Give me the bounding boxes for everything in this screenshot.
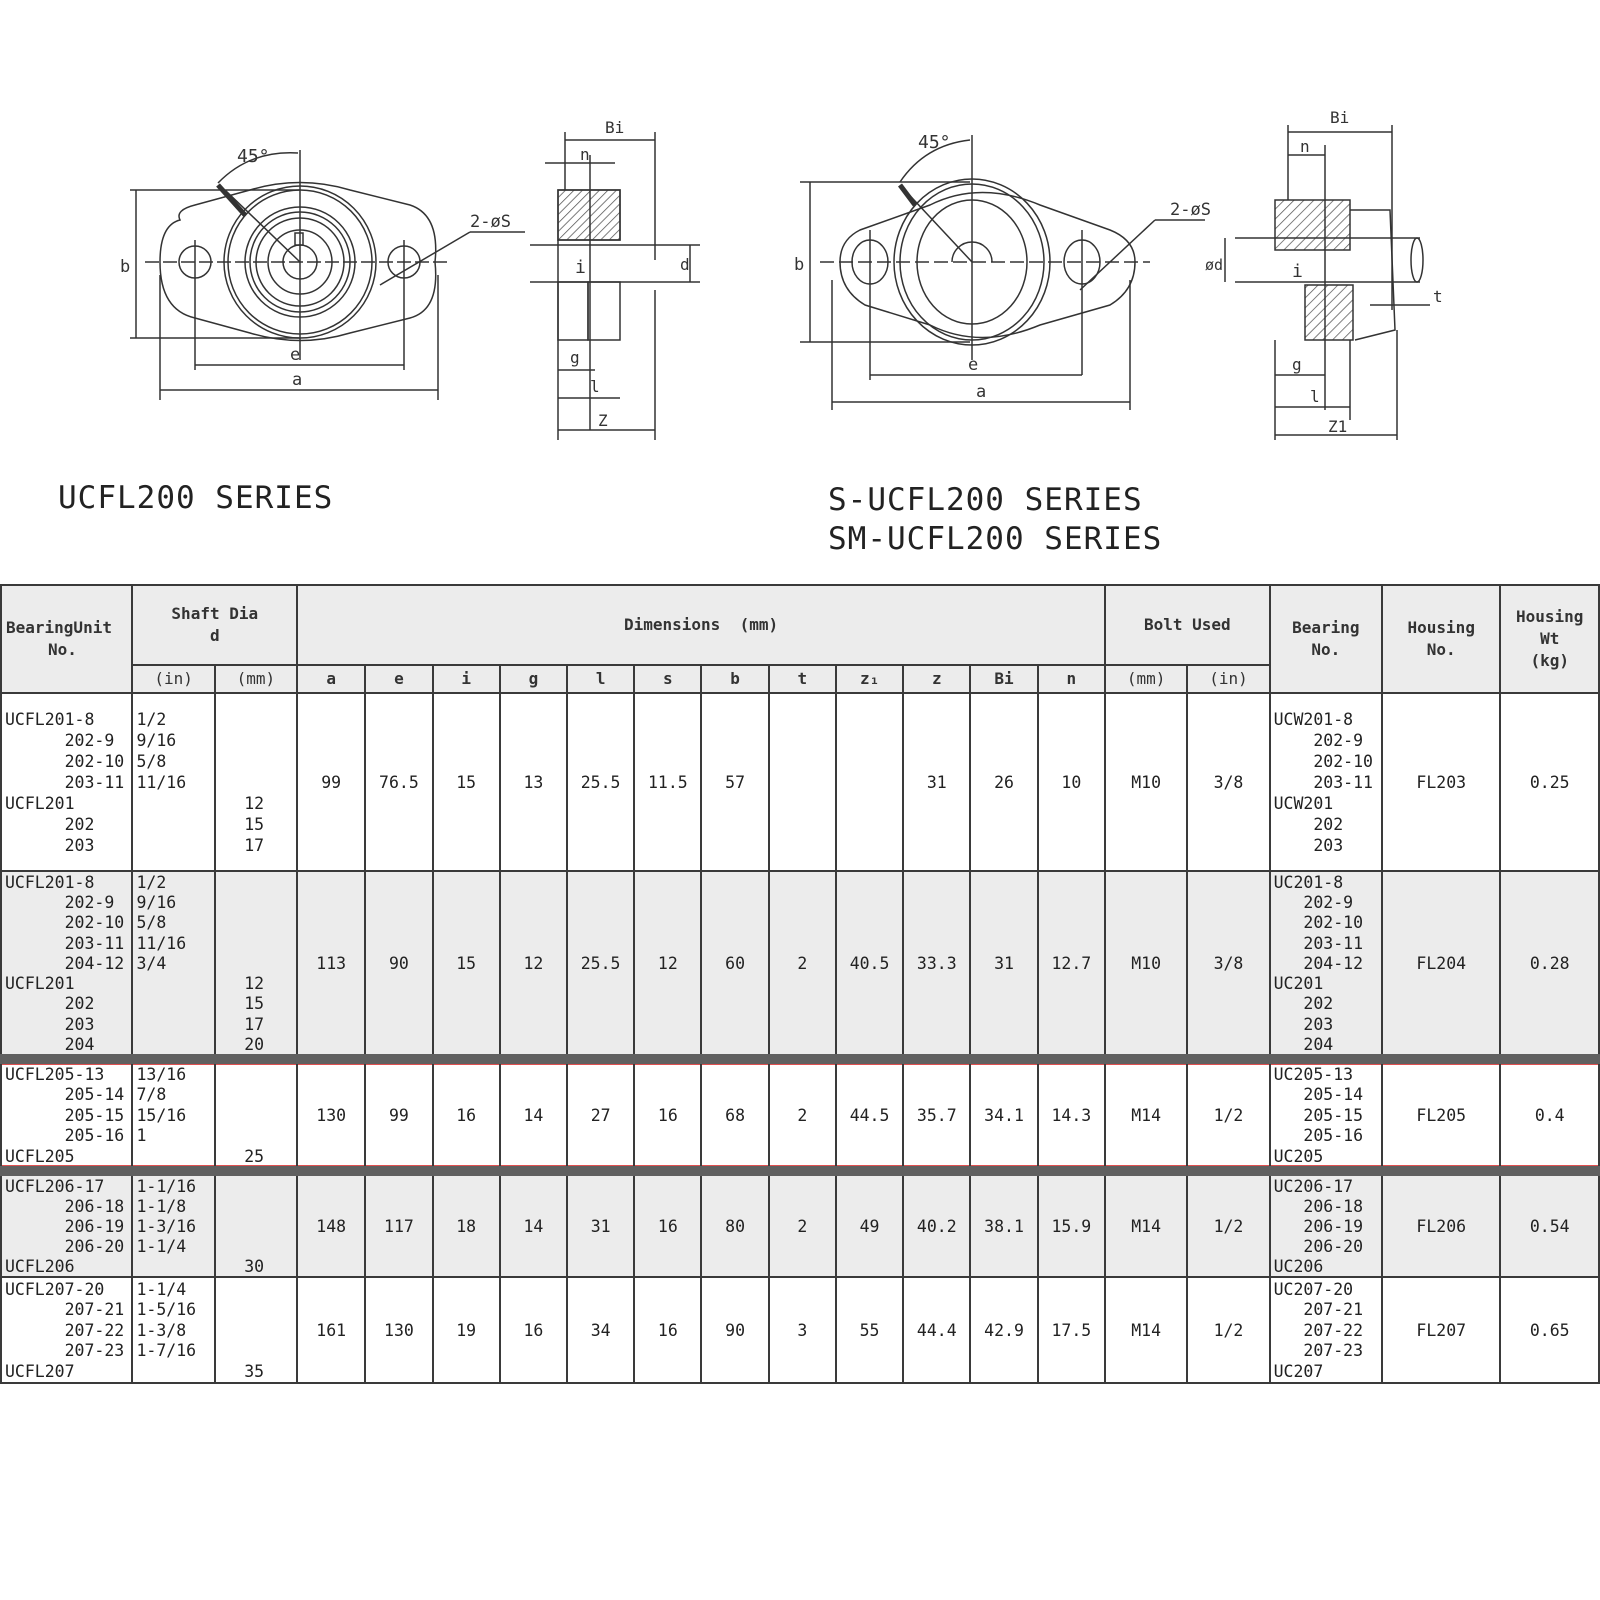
bearing-no-cell-line: 205-15	[1273, 1105, 1364, 1125]
bolt-mm-cell: M14	[1105, 1277, 1187, 1383]
bearing-unit-cell-line: 202-10	[5, 751, 125, 771]
dim-l-cell: 34	[567, 1277, 634, 1383]
a-label-right: a	[976, 382, 987, 402]
dim-t-cell	[769, 693, 836, 871]
dim-z-cell: 44.4	[903, 1277, 970, 1383]
shaft-in-cell-line	[136, 814, 213, 835]
dim-b-cell: 90	[701, 1277, 768, 1383]
shaft-mm-cell-line	[219, 1125, 296, 1145]
shaft-in-cell-line	[136, 793, 213, 814]
shaft-mm-cell-line: 12	[244, 974, 265, 994]
bearing-no-cell-line: 202	[1273, 814, 1344, 834]
bearing-unit-cell-line: UCFL201-8	[5, 873, 95, 893]
dim-a-cell: 161	[297, 1277, 365, 1383]
bolt-mm-cell: M10	[1105, 693, 1187, 871]
shaft-mm-cell	[215, 693, 297, 871]
table-row	[1, 1277, 1599, 1383]
header-dim-n: n	[1038, 665, 1105, 693]
shaft-mm-cell-line	[219, 1176, 296, 1196]
shaft-mm-cell-line: 17	[244, 1014, 265, 1034]
dim-b-cell: 60	[701, 871, 768, 1059]
bearing-unit-cell-line: 207-23	[5, 1341, 125, 1361]
bi-label-right: Bi	[1330, 108, 1350, 127]
dim-l-cell: 25.5	[567, 871, 634, 1059]
shaft-mm-cell	[215, 871, 297, 1059]
dim-n-cell: 12.7	[1038, 871, 1105, 1059]
shaft-in-cell	[132, 1171, 214, 1277]
bearing-unit-cell	[1, 871, 132, 1059]
bearing-unit-cell-line: UCFL207-20	[5, 1279, 105, 1299]
header-dim-g: g	[500, 665, 567, 693]
bearing-unit-cell-line: UCFL206-17	[5, 1177, 105, 1196]
e-label-right: e	[968, 355, 979, 375]
bearing-no-cell-line: UC207	[1273, 1361, 1324, 1381]
dim-z1-cell: 44.5	[836, 1059, 903, 1171]
shaft-in-cell-line: 1-1/4	[136, 1237, 187, 1256]
bearing-no-cell-line: 202-9	[1273, 893, 1354, 913]
header-dim-z1: z₁	[836, 665, 903, 693]
shaft-in-cell-line: 1	[136, 1126, 147, 1146]
shaft-in-cell-line: 1/2	[136, 709, 167, 729]
header-bearing-no: Bearing No.	[1270, 585, 1382, 693]
bearing-unit-cell-line: UCFL206	[5, 1257, 75, 1276]
shaft-mm-cell-line: 25	[244, 1146, 265, 1166]
shaft-in-cell-line	[136, 835, 213, 856]
bearing-unit-cell-line: 202-9	[5, 893, 115, 913]
housing-wt-cell: 0.54	[1500, 1171, 1599, 1277]
header-dim-t: t	[769, 665, 836, 693]
shaft-mm-cell-line: 12	[244, 793, 265, 813]
bearing-unit-cell-line: 207-22	[5, 1320, 125, 1340]
shaft-mm-cell-line	[219, 1105, 296, 1125]
d-label: d	[680, 255, 690, 274]
dim-e-cell: 76.5	[365, 693, 432, 871]
shaft-in-cell-line: 1-1/4	[136, 1279, 187, 1299]
bearing-no-cell-line: 207-23	[1273, 1341, 1364, 1361]
bearing-unit-cell-line: 205-15	[5, 1105, 125, 1125]
shaft-in-cell-line: 9/16	[136, 893, 177, 913]
e-label: e	[290, 345, 301, 365]
bearing-no-cell-line: UC206	[1273, 1257, 1324, 1276]
dim-i-cell: 16	[433, 1059, 500, 1171]
dim-z-cell: 40.2	[903, 1171, 970, 1277]
shaft-in-cell-line	[136, 1256, 213, 1276]
header-shaft-mm: (mm)	[215, 665, 297, 693]
housing-no-cell: FL203	[1382, 693, 1500, 871]
bearing-no-cell-line: 202-10	[1273, 913, 1364, 933]
bolt-label: 2-øS	[470, 212, 511, 232]
shaft-in-cell-line: 5/8	[136, 751, 167, 771]
header-bearing-unit: BearingUnit No.	[1, 585, 132, 693]
header-dim-a: a	[297, 665, 365, 693]
dim-t-cell: 3	[769, 1277, 836, 1383]
shaft-mm-cell-line: 20	[244, 1034, 265, 1054]
shaft-in-cell-line: 11/16	[136, 933, 187, 953]
bearing-unit-cell	[1, 693, 132, 871]
dim-n-cell: 15.9	[1038, 1171, 1105, 1277]
shaft-mm-cell-line	[219, 933, 296, 953]
shaft-mm-cell-line: 15	[244, 814, 265, 834]
bearing-no-cell-line: 204-12	[1273, 953, 1364, 973]
bearing-unit-cell-line: 203-11	[5, 933, 125, 953]
shaft-mm-cell-line	[219, 1340, 296, 1360]
dim-s-cell: 12	[634, 871, 701, 1059]
shaft-in-cell	[132, 1277, 214, 1383]
bearing-no-cell	[1270, 1059, 1382, 1171]
dim-z1-cell: 55	[836, 1277, 903, 1383]
bearing-unit-cell	[1, 1059, 132, 1171]
dim-z-cell: 33.3	[903, 871, 970, 1059]
bolt-in-cell: 1/2	[1187, 1171, 1269, 1277]
bearing-unit-cell-line: UCFL207	[5, 1361, 75, 1381]
shaft-mm-cell-line	[219, 1236, 296, 1256]
dim-t-cell: 2	[769, 871, 836, 1059]
n-label: n	[580, 145, 590, 164]
shaft-mm-cell-line	[219, 912, 296, 932]
dim-e-cell: 130	[365, 1277, 432, 1383]
dim-b-cell: 68	[701, 1059, 768, 1171]
header-housing-no: Housing No.	[1382, 585, 1500, 693]
shaft-in-cell-line: 5/8	[136, 913, 167, 933]
bearing-no-cell-line: 202-9	[1273, 730, 1364, 750]
dim-g-cell: 14	[500, 1171, 567, 1277]
housing-wt-cell: 0.25	[1500, 693, 1599, 871]
bearing-unit-cell-line: 203-11	[5, 772, 125, 792]
bolt-in-cell: 1/2	[1187, 1059, 1269, 1171]
spec-table	[0, 584, 1600, 1384]
a-label: a	[292, 370, 303, 390]
dim-z-cell: 35.7	[903, 1059, 970, 1171]
dim-bi-cell: 42.9	[970, 1277, 1037, 1383]
shaft-mm-cell	[215, 1171, 297, 1277]
bearing-no-cell-line: UC201-8	[1273, 873, 1344, 893]
bearing-no-cell-line: 203	[1273, 1014, 1334, 1034]
bearing-unit-cell-line: 202-10	[5, 913, 125, 933]
header-dim-z: z	[903, 665, 970, 693]
dim-l-cell: 25.5	[567, 693, 634, 871]
bearing-unit-cell-line: UCFL205-13	[5, 1064, 105, 1084]
shaft-in-cell-line	[136, 993, 213, 1013]
header-bolt-used: Bolt Used	[1105, 585, 1270, 665]
ucfl200-drawing	[0, 0, 760, 460]
shaft-mm-cell-line: 35	[244, 1361, 265, 1381]
bearing-unit-cell-line: UCFL205	[5, 1146, 75, 1166]
bearing-no-cell	[1270, 871, 1382, 1059]
header-dim-e: e	[365, 665, 432, 693]
bearing-no-cell	[1270, 1171, 1382, 1277]
b-label-right: b	[794, 255, 805, 275]
dim-e-cell: 90	[365, 871, 432, 1059]
bearing-unit-cell-line: 202-9	[5, 730, 115, 750]
header-dim-b: b	[701, 665, 768, 693]
bolt-mm-cell: M14	[1105, 1171, 1187, 1277]
shaft-mm-cell-line	[219, 953, 296, 973]
bearing-no-cell-line: 207-21	[1273, 1300, 1364, 1320]
shaft-in-cell-line	[136, 1034, 213, 1054]
bi-label: Bi	[605, 118, 625, 137]
z-label: Z	[598, 411, 608, 430]
shaft-mm-cell-line	[219, 730, 296, 751]
shaft-mm-cell-line	[219, 751, 296, 772]
header-dim-bi: Bi	[970, 665, 1037, 693]
z1-label-right: Z1	[1328, 417, 1348, 436]
bearing-unit-cell	[1, 1171, 132, 1277]
bearing-no-cell-line: 206-18	[1273, 1197, 1364, 1216]
housing-no-cell: FL206	[1382, 1171, 1500, 1277]
dim-s-cell: 16	[634, 1059, 701, 1171]
shaft-in-cell-line: 7/8	[136, 1085, 167, 1105]
bolt-in-cell: 3/8	[1187, 871, 1269, 1059]
dim-i-cell: 18	[433, 1171, 500, 1277]
shaft-in-cell-line: 1-7/16	[136, 1341, 197, 1361]
bearing-no-cell-line: 203	[1273, 835, 1344, 855]
dim-bi-cell: 34.1	[970, 1059, 1037, 1171]
dim-g-cell: 14	[500, 1059, 567, 1171]
dim-g-cell: 12	[500, 871, 567, 1059]
shaft-in-cell-line: 1-5/16	[136, 1300, 197, 1320]
shaft-mm-cell-line	[219, 1064, 296, 1084]
shaft-mm-cell-line	[219, 872, 296, 892]
shaft-mm-cell	[215, 1277, 297, 1383]
bearing-no-cell-line: 206-20	[1273, 1237, 1364, 1256]
bearing-unit-cell-line: 206-18	[5, 1197, 125, 1216]
shaft-mm-cell-line: 15	[244, 994, 265, 1014]
bearing-unit-cell-line: 202	[5, 994, 95, 1014]
bearing-unit-cell-line: UCFL201	[5, 793, 75, 813]
shaft-in-cell-line	[136, 1014, 213, 1034]
dim-i-cell: 15	[433, 871, 500, 1059]
bearing-no-cell-line: UC206-17	[1273, 1177, 1354, 1196]
shaft-in-cell-line: 3/4	[136, 953, 167, 973]
shaft-mm-cell-line	[219, 1084, 296, 1104]
dim-a-cell: 130	[297, 1059, 365, 1171]
dim-e-cell: 99	[365, 1059, 432, 1171]
i-label-right: i	[1292, 261, 1303, 282]
shaft-mm-cell-line	[219, 1196, 296, 1216]
dim-n-cell: 17.5	[1038, 1277, 1105, 1383]
header-shaft-dia: Shaft Dia d	[132, 585, 297, 665]
bearing-no-cell-line: UC207-20	[1273, 1279, 1354, 1299]
i-label: i	[575, 257, 586, 278]
dim-g-cell: 13	[500, 693, 567, 871]
dim-b-cell: 57	[701, 693, 768, 871]
dim-n-cell: 14.3	[1038, 1059, 1105, 1171]
shaft-mm-cell-line	[219, 892, 296, 912]
table-row	[1, 693, 1599, 871]
shaft-in-cell	[132, 871, 214, 1059]
bearing-unit-cell-line: 206-19	[5, 1217, 125, 1236]
l-label-right: l	[1310, 387, 1320, 406]
dim-z1-cell: 40.5	[836, 871, 903, 1059]
dim-i-cell: 15	[433, 693, 500, 871]
table-row	[1, 1059, 1599, 1171]
dim-z-cell: 31	[903, 693, 970, 871]
dim-bi-cell: 38.1	[970, 1171, 1037, 1277]
dim-t-cell: 2	[769, 1059, 836, 1171]
shaft-mm-cell-line	[219, 1216, 296, 1236]
angle-label-right: 45°	[918, 132, 951, 153]
bearing-no-cell-line: UCW201-8	[1273, 709, 1354, 729]
table-row	[1, 1171, 1599, 1277]
shaft-mm-cell-line: 30	[244, 1257, 265, 1276]
n-label-right: n	[1300, 137, 1310, 156]
housing-wt-cell: 0.28	[1500, 871, 1599, 1059]
dim-t-cell: 2	[769, 1171, 836, 1277]
bolt-in-cell: 3/8	[1187, 693, 1269, 871]
dim-a-cell: 113	[297, 871, 365, 1059]
dim-i-cell: 19	[433, 1277, 500, 1383]
bearing-no-cell-line: 202-10	[1273, 751, 1373, 771]
shaft-in-cell-line: 1-3/8	[136, 1320, 187, 1340]
dim-s-cell: 11.5	[634, 693, 701, 871]
header-bolt-in: (in)	[1187, 665, 1269, 693]
dim-e-cell: 117	[365, 1171, 432, 1277]
header-shaft-in: (in)	[132, 665, 214, 693]
d-label-right: ød	[1205, 256, 1224, 274]
bearing-no-cell-line: 205-16	[1273, 1126, 1364, 1146]
bearing-no-cell-line: 204	[1273, 1034, 1334, 1054]
shaft-mm-cell-line: 17	[244, 835, 265, 855]
shaft-mm-cell-line	[219, 1299, 296, 1319]
bolt-mm-cell: M14	[1105, 1059, 1187, 1171]
header-bolt-mm: (mm)	[1105, 665, 1187, 693]
angle-label: 45°	[237, 146, 270, 167]
shaft-in-cell-line: 1/2	[136, 873, 167, 893]
dim-b-cell: 80	[701, 1171, 768, 1277]
dim-a-cell: 148	[297, 1171, 365, 1277]
bearing-unit-cell-line: 207-21	[5, 1300, 125, 1320]
s-ucfl200-drawing	[780, 90, 1480, 470]
bearing-unit-cell-line: 205-16	[5, 1126, 125, 1146]
dim-s-cell: 16	[634, 1171, 701, 1277]
series-title-sm-ucfl200: SM-UCFL200 SERIES	[828, 521, 1163, 557]
dim-bi-cell: 31	[970, 871, 1037, 1059]
bearing-no-cell-line: 205-14	[1273, 1085, 1364, 1105]
bearing-no-cell-line: 202	[1273, 994, 1334, 1014]
shaft-in-cell-line: 11/16	[136, 772, 187, 792]
shaft-mm-cell-line	[219, 1320, 296, 1340]
series-title-s-ucfl200: S-UCFL200 SERIES	[828, 482, 1143, 518]
bearing-unit-cell-line: 204-12	[5, 953, 125, 973]
header-dimensions: Dimensions (mm)	[297, 585, 1105, 665]
bearing-unit-cell-line: 203	[5, 1014, 95, 1034]
housing-no-cell: FL207	[1382, 1277, 1500, 1383]
dim-z1-cell	[836, 693, 903, 871]
header-dim-s: s	[634, 665, 701, 693]
shaft-in-cell	[132, 1059, 214, 1171]
bearing-unit-cell-line: UCFL201-8	[5, 709, 95, 729]
bearing-no-cell-line: 203-11	[1273, 933, 1364, 953]
shaft-mm-cell-line	[219, 709, 296, 730]
header-housing-wt: Housing Wt (kg)	[1500, 585, 1599, 693]
l-label: l	[590, 377, 600, 396]
bearing-no-cell-line: 203-11	[1273, 772, 1373, 792]
dim-l-cell: 31	[567, 1171, 634, 1277]
bearing-no-cell-line: UC205-13	[1273, 1064, 1354, 1084]
bolt-mm-cell: M10	[1105, 871, 1187, 1059]
dim-bi-cell: 26	[970, 693, 1037, 871]
dim-s-cell: 16	[634, 1277, 701, 1383]
shaft-in-cell-line	[136, 973, 213, 993]
shaft-in-cell-line	[136, 1361, 213, 1381]
bearing-no-cell-line: 207-22	[1273, 1320, 1364, 1340]
series-title-ucfl200: UCFL200 SERIES	[58, 480, 334, 516]
bearing-no-cell-line: UC205	[1273, 1146, 1324, 1166]
shaft-in-cell-line	[136, 1146, 213, 1166]
bearing-no-cell	[1270, 1277, 1382, 1383]
bearing-no-cell-line: UC201	[1273, 974, 1324, 994]
bearing-unit-cell-line: 206-20	[5, 1237, 125, 1256]
bearing-no-cell	[1270, 693, 1382, 871]
dim-n-cell: 10	[1038, 693, 1105, 871]
g-label: g	[570, 348, 580, 367]
bolt-in-cell: 1/2	[1187, 1277, 1269, 1383]
shaft-mm-cell-line	[219, 772, 296, 793]
shaft-in-cell-line: 1-1/16	[136, 1177, 197, 1196]
bearing-no-cell-line: 206-19	[1273, 1217, 1364, 1236]
shaft-mm-cell	[215, 1059, 297, 1171]
dim-a-cell: 99	[297, 693, 365, 871]
shaft-in-cell	[132, 693, 214, 871]
housing-wt-cell: 0.65	[1500, 1277, 1599, 1383]
t-label-right: t	[1433, 287, 1443, 306]
shaft-in-cell-line: 13/16	[136, 1064, 187, 1084]
g-label-right: g	[1292, 355, 1302, 374]
shaft-mm-cell-line	[219, 1279, 296, 1299]
bearing-unit-cell-line: UCFL201	[5, 974, 75, 994]
table-row	[1, 871, 1599, 1059]
housing-wt-cell: 0.4	[1500, 1059, 1599, 1171]
housing-no-cell: FL204	[1382, 871, 1500, 1059]
bearing-unit-cell	[1, 1277, 132, 1383]
bolt-label-right: 2-øS	[1170, 200, 1211, 220]
dim-l-cell: 27	[567, 1059, 634, 1171]
shaft-in-cell-line: 15/16	[136, 1105, 187, 1125]
housing-no-cell: FL205	[1382, 1059, 1500, 1171]
shaft-in-cell-line: 9/16	[136, 730, 177, 750]
b-label: b	[120, 257, 131, 277]
dim-g-cell: 16	[500, 1277, 567, 1383]
shaft-in-cell-line: 1-3/16	[136, 1217, 197, 1236]
header-dim-l: l	[567, 665, 634, 693]
bearing-unit-cell-line: 204	[5, 1034, 95, 1054]
header-dim-i: i	[433, 665, 500, 693]
bearing-unit-cell-line: 203	[5, 835, 95, 855]
shaft-in-cell-line: 1-1/8	[136, 1197, 187, 1216]
bearing-unit-cell-line: 202	[5, 814, 95, 834]
bearing-unit-cell-line: 205-14	[5, 1085, 125, 1105]
dim-z1-cell: 49	[836, 1171, 903, 1277]
bearing-no-cell-line: UCW201	[1273, 793, 1334, 813]
